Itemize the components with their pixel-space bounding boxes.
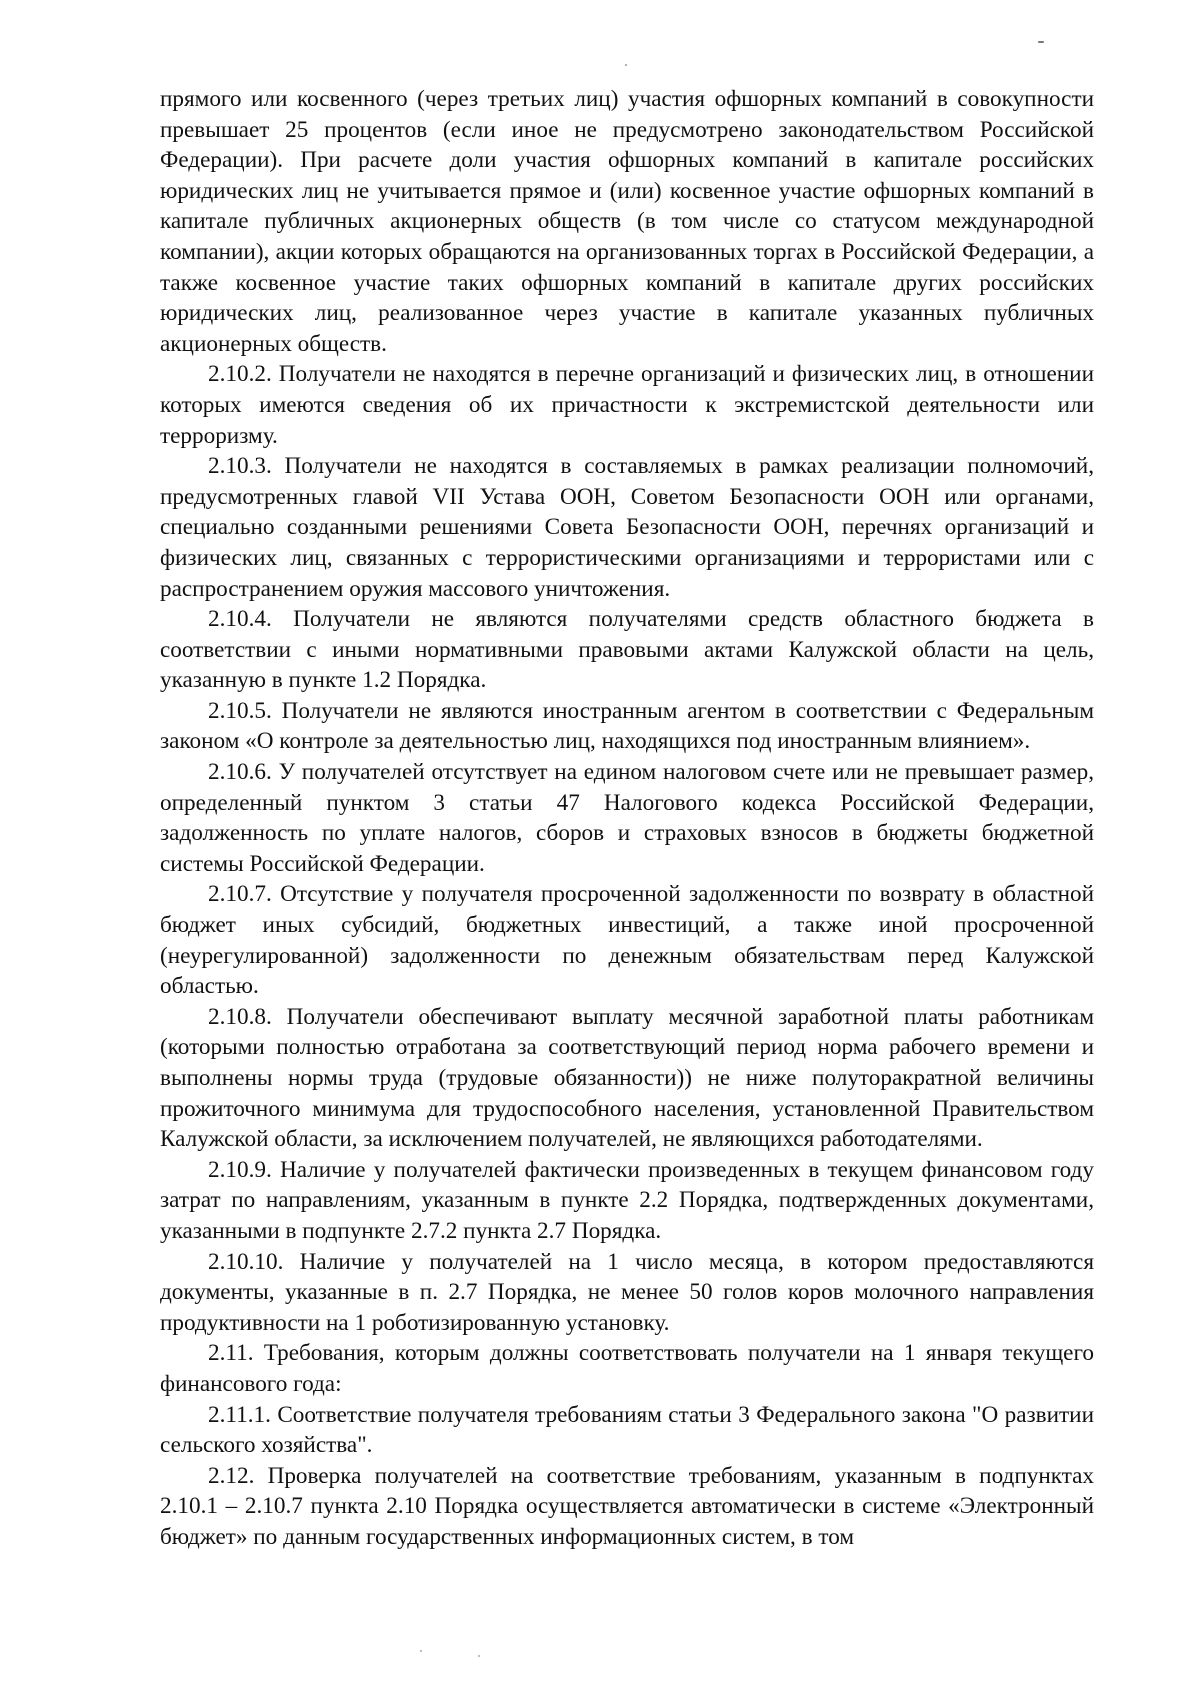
paragraph-2-12: 2.12. Проверка получателей на соответствие требованиям, указанным в подпунктах 2.10.1 – 2.10.7 пункта 2.10 Порядка осуществляется автоматически в системе «Электронный бюджет» по данным государственных информационных систем, в том bbox=[160, 1462, 1094, 1550]
paragraph-2-10-9: 2.10.9. Наличие у получателей фактически произведенных в текущем финансовом году затрат по направлениям, указанным в пункте 2.2 Порядка, подтвержденных документами, указанными в подпункте 2.7.2 пункта 2.7 Порядка. bbox=[160, 1156, 1094, 1244]
paragraph-continuation: прямого или косвенного (через третьих лиц) участия офшорных компаний в совокупности превышает 25 процентов (если иное не предусмотрено законодательством Российской Федерации). При расчете доли участия офшорных компаний в капитале российских юридических лиц не учитывается прямое и (или) косвенное участие офшорных компаний в капитале публичных акционерных обществ (в том числе со статусом международной компании), акции которых обращаются на организованных торгах в Российской Федерации, а также косвенное участие таких офшорных компаний в капитале других российских юридических лиц, реализованное через участие в капитале указанных публичных акционерных обществ. bbox=[160, 86, 1094, 357]
paragraph-2-10-6: 2.10.6. У получателей отсутствует на едином налоговом счете или не превышает размер, определенный пунктом 3 статьи 47 Налогового кодекса Российской Федерации, задолженность по уплате налогов, сборов и страховых взносов в бюджеты бюджетной системы Российской Федерации. bbox=[160, 759, 1094, 877]
paragraph-2-11-1: 2.11.1. Соответствие получателя требованиям статьи 3 Федерального закона "О развитии сельского хозяйства". bbox=[160, 1401, 1094, 1459]
paragraph-2-10-7: 2.10.7. Отсутствие у получателя просроченной задолженности по возврату в областной бюджет иных субсидий, бюджетных инвестиций, а также иной просроченной (неурегулированной) задолженности по денежным обязательствам перед Калужской областью. bbox=[160, 881, 1094, 1000]
paragraph-2-10-8: 2.10.8. Получатели обеспечивают выплату месячной заработной платы работникам (которыми полностью отработана за соответствующий период норма рабочего времени и выполнены нормы труда (трудовые обязанности)) не ниже полуторакратной величины прожиточного минимума для трудоспособного населения, установленной Правительством Калужской области, за исключением получателей, не являющихся работодателями. bbox=[160, 1003, 1094, 1153]
paragraph-2-11: 2.11. Требования, которым должны соответствовать получатели на 1 января текущего финансового года: bbox=[160, 1340, 1094, 1397]
paragraph-2-10-4: 2.10.4. Получатели не являются получателями средств областного бюджета в соответствии с иными нормативными правовыми актами Калужской области на цель, указанную в пункте 1.2 Порядка. bbox=[160, 606, 1094, 694]
scan-mark bbox=[420, 1650, 422, 1652]
paragraph-2-10-10: 2.10.10. Наличие у получателей на 1 число месяца, в котором предоставляются документы, указанные в п. 2.7 Порядка, не менее 50 голов коров молочного направления продуктивности на 1 роботизированную установку. bbox=[160, 1248, 1094, 1336]
document-body bbox=[160, 84, 1094, 1553]
paragraph-2-10-2: 2.10.2. Получатели не находятся в перечне организаций и физических лиц, в отношении которых имеются сведения об их причастности к экстремистской деятельности или терроризму. bbox=[160, 361, 1094, 449]
paragraph-2-10-3: 2.10.3. Получатели не находятся в составляемых в рамках реализации полномочий, предусмотренных главой VII Устава ООН, Советом Безопасности ООН или органами, специально созданными решениями Совета Безопасности ООН, перечнях организаций и физических лиц, связанных с террористическими организациями и террористами или с распространением оружия массового уничтожения. bbox=[160, 453, 1094, 602]
paragraph-2-10-5: 2.10.5. Получатели не являются иностранным агентом в соответствии с Федеральным законом «О контроле за деятельностью лиц, находящихся под иностранным влиянием». bbox=[160, 697, 1094, 755]
scan-mark bbox=[478, 1655, 480, 1657]
scan-mark bbox=[1038, 41, 1044, 43]
scan-mark bbox=[625, 64, 627, 66]
